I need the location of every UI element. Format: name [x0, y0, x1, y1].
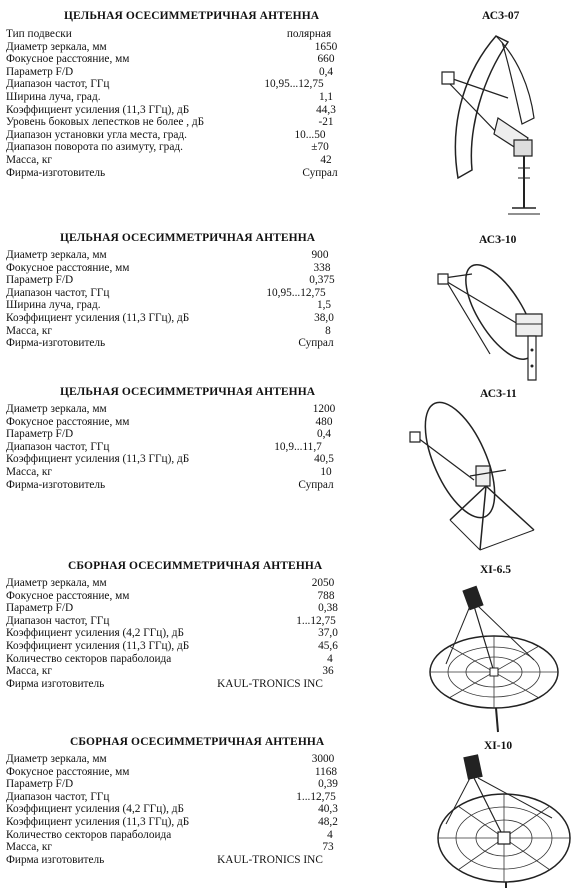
spec-value: 36	[322, 665, 334, 678]
spec-value: 660	[317, 53, 335, 66]
spec-value: Супрал	[298, 478, 334, 491]
antenna-acz10-illustration	[438, 254, 568, 384]
spec-label: Ширина луча, град.	[6, 90, 101, 103]
spec-row	[6, 337, 446, 350]
spec-label: Коэффициент усиления (11,3 ГГц), дБ	[6, 311, 190, 324]
spec-row	[6, 28, 446, 41]
spec-value: 4	[327, 652, 333, 665]
spec-label: Диапазон частот, ГГц	[6, 790, 110, 803]
spec-list	[6, 403, 446, 491]
spec-row	[6, 167, 446, 180]
spec-label: Диаметр зеркала, мм	[6, 753, 107, 765]
spec-value: 10,95...12,75	[266, 286, 326, 299]
spec-row	[6, 262, 446, 275]
spec-row	[6, 116, 446, 129]
section-title: СБОРНАЯ ОСЕСИММЕТРИЧНАЯ АНТЕННА	[70, 736, 325, 748]
spec-value: 0,39	[318, 778, 338, 791]
spec-value: 0,4	[316, 428, 332, 441]
spec-row	[6, 249, 446, 262]
spec-value: 1...12,75	[296, 790, 336, 803]
spec-row	[6, 841, 446, 854]
spec-row	[6, 53, 446, 66]
spec-row	[6, 428, 446, 441]
antenna-xi10-illustration	[426, 752, 575, 888]
spec-label: Коэффициент усиления (11,3 ГГц), дБ	[6, 103, 190, 116]
spec-row	[6, 312, 446, 325]
spec-value: 3000	[311, 753, 335, 765]
spec-value: 0,375	[309, 274, 335, 287]
spec-row	[6, 829, 446, 842]
spec-label: Диапазон частот, ГГц	[6, 78, 110, 91]
spec-row	[6, 441, 446, 454]
spec-value: 44,3	[316, 103, 336, 116]
spec-label: Фокусное расстояние, мм	[6, 415, 130, 428]
spec-label: Диаметр зеркала, мм	[6, 403, 107, 415]
spec-label: Коэффициент усиления (4,2 ГГц), дБ	[6, 627, 185, 640]
spec-label: Фирма-изготовитель	[6, 166, 106, 179]
spec-label: Фирма-изготовитель	[6, 337, 106, 350]
spec-value: 73	[322, 841, 334, 854]
spec-label: Параметр F/D	[6, 602, 74, 615]
spec-label: Диаметр зеркала, мм	[6, 577, 107, 589]
spec-list	[6, 753, 446, 866]
spec-value: 40,3	[318, 803, 338, 816]
spec-label: Фирма изготовитель	[6, 853, 105, 866]
spec-label: Коэффициент усиления (11,3 ГГц), дБ	[6, 815, 190, 828]
model-name: АСЗ-11	[480, 388, 517, 400]
section-title: СБОРНАЯ ОСЕСИММЕТРИЧНАЯ АНТЕННА	[68, 560, 323, 572]
spec-label: Диаметр зеркала, мм	[6, 249, 107, 261]
antenna-section-xi65	[6, 560, 571, 720]
spec-label: Диапазон частот, ГГц	[6, 440, 110, 453]
spec-row	[6, 91, 446, 104]
section-title: ЦЕЛЬНАЯ ОСЕСИММЕТРИЧНАЯ АНТЕННА	[60, 386, 316, 398]
spec-value: Супрал	[298, 337, 334, 350]
spec-row	[6, 653, 446, 666]
spec-row	[6, 325, 446, 338]
spec-label: Коэффициент усиления (11,3 ГГц), дБ	[6, 639, 190, 652]
spec-label: Параметр F/D	[6, 428, 74, 441]
spec-row	[6, 41, 446, 54]
spec-row	[6, 453, 446, 466]
spec-value: 42	[320, 153, 332, 166]
spec-label: Масса, кг	[6, 841, 53, 854]
spec-value: 48,2	[318, 815, 338, 828]
spec-value: 900	[311, 249, 329, 261]
spec-row	[6, 627, 446, 640]
antenna-section-acz11	[6, 386, 571, 536]
spec-label: Фокусное расстояние, мм	[6, 261, 130, 274]
spec-row	[6, 615, 446, 628]
spec-label: Уровень боковых лепестков не более , дБ	[6, 116, 205, 129]
model-name: XI-10	[484, 740, 513, 752]
spec-value: 8	[325, 324, 331, 337]
spec-label: Диапазон частот, ГГц	[6, 286, 110, 299]
spec-value: 10,95...12,75	[264, 78, 324, 91]
spec-row	[6, 803, 446, 816]
spec-label: Коэффициент усиления (4,2 ГГц), дБ	[6, 803, 185, 816]
spec-row	[6, 766, 446, 779]
spec-label: Фирма изготовитель	[6, 677, 105, 690]
spec-row	[6, 466, 446, 479]
spec-label: Тип подвески	[6, 28, 72, 40]
spec-value: 788	[317, 589, 335, 602]
spec-label: Количество секторов параболоида	[6, 828, 172, 841]
spec-value: 10...50	[294, 128, 326, 141]
spec-value: KAUL-TRONICS INC	[217, 677, 323, 690]
spec-value: 1650	[314, 40, 338, 53]
spec-label: Масса, кг	[6, 465, 53, 478]
spec-label: Ширина луча, град.	[6, 299, 101, 312]
spec-row	[6, 665, 446, 678]
antenna-acz07-illustration	[438, 28, 558, 228]
spec-row	[6, 403, 446, 416]
spec-label: Фирма-изготовитель	[6, 478, 106, 491]
spec-row	[6, 678, 446, 691]
spec-label: Диапазон установки угла места, град.	[6, 128, 187, 141]
spec-value: 1,5	[316, 299, 332, 312]
spec-value: 37,0	[318, 627, 338, 640]
spec-value: 0,38	[318, 602, 338, 615]
spec-row	[6, 479, 446, 492]
spec-label: Количество секторов параболоида	[6, 652, 172, 665]
section-title: ЦЕЛЬНАЯ ОСЕСИММЕТРИЧНАЯ АНТЕННА	[60, 232, 316, 244]
spec-row	[6, 287, 446, 300]
antenna-acz11-illustration	[410, 400, 550, 560]
spec-row	[6, 416, 446, 429]
antenna-xi65-illustration	[424, 582, 564, 732]
spec-row	[6, 154, 446, 167]
spec-label: Фокусное расстояние, мм	[6, 765, 130, 778]
spec-row	[6, 141, 446, 154]
spec-row	[6, 816, 446, 829]
spec-value: ±70	[311, 141, 329, 154]
spec-value: -21	[318, 116, 334, 129]
spec-value: 1200	[312, 403, 336, 415]
spec-label: Масса, кг	[6, 665, 53, 678]
spec-value: 480	[315, 415, 333, 428]
spec-list	[6, 28, 446, 179]
spec-label: Диапазон поворота по азимуту, град.	[6, 141, 183, 154]
spec-list	[6, 577, 446, 690]
spec-label: Диапазон частот, ГГц	[6, 614, 110, 627]
model-name: АСЗ-07	[482, 10, 520, 22]
spec-label: Параметр F/D	[6, 778, 74, 791]
spec-value: 40,5	[314, 453, 334, 466]
spec-row	[6, 640, 446, 653]
spec-label: Фокусное расстояние, мм	[6, 53, 130, 66]
spec-row	[6, 791, 446, 804]
spec-row	[6, 299, 446, 312]
spec-row	[6, 854, 446, 867]
spec-label: Коэффициент усиления (11,3 ГГц), дБ	[6, 453, 190, 466]
spec-row	[6, 78, 446, 91]
spec-value: 1...12,75	[296, 614, 336, 627]
spec-label: Диаметр зеркала, мм	[6, 40, 107, 53]
spec-row	[6, 274, 446, 287]
spec-value: 10,9...11,7	[274, 440, 322, 453]
spec-row	[6, 129, 446, 142]
spec-value: 38,0	[314, 311, 334, 324]
spec-row	[6, 602, 446, 615]
spec-label: Параметр F/D	[6, 274, 74, 287]
antenna-section-xi10	[6, 736, 571, 894]
spec-label: Фокусное расстояние, мм	[6, 589, 130, 602]
spec-list	[6, 249, 446, 350]
spec-row	[6, 590, 446, 603]
spec-row	[6, 778, 446, 791]
spec-row	[6, 104, 446, 117]
spec-value: 10	[320, 465, 332, 478]
spec-value: полярная	[286, 28, 332, 40]
spec-value: Супрал	[302, 166, 338, 179]
antenna-section-acz07	[6, 0, 571, 230]
spec-value: 45,6	[318, 639, 338, 652]
spec-value: 338	[313, 261, 331, 274]
spec-label: Параметр F/D	[6, 65, 74, 78]
antenna-section-acz10	[6, 232, 571, 382]
spec-value: 0,4	[318, 65, 334, 78]
spec-value: 1,1	[318, 90, 334, 103]
spec-row	[6, 66, 446, 79]
spec-value: 4	[327, 828, 333, 841]
spec-row	[6, 753, 446, 766]
spec-value: KAUL-TRONICS INC	[217, 853, 323, 866]
model-name: XI-6.5	[480, 564, 511, 576]
spec-row	[6, 577, 446, 590]
spec-value: 1168	[314, 765, 338, 778]
spec-label: Масса, кг	[6, 324, 53, 337]
model-name: АСЗ-10	[479, 234, 517, 246]
section-title: ЦЕЛЬНАЯ ОСЕСИММЕТРИЧНАЯ АНТЕННА	[64, 10, 320, 22]
spec-label: Масса, кг	[6, 153, 53, 166]
spec-value: 2050	[311, 577, 335, 589]
